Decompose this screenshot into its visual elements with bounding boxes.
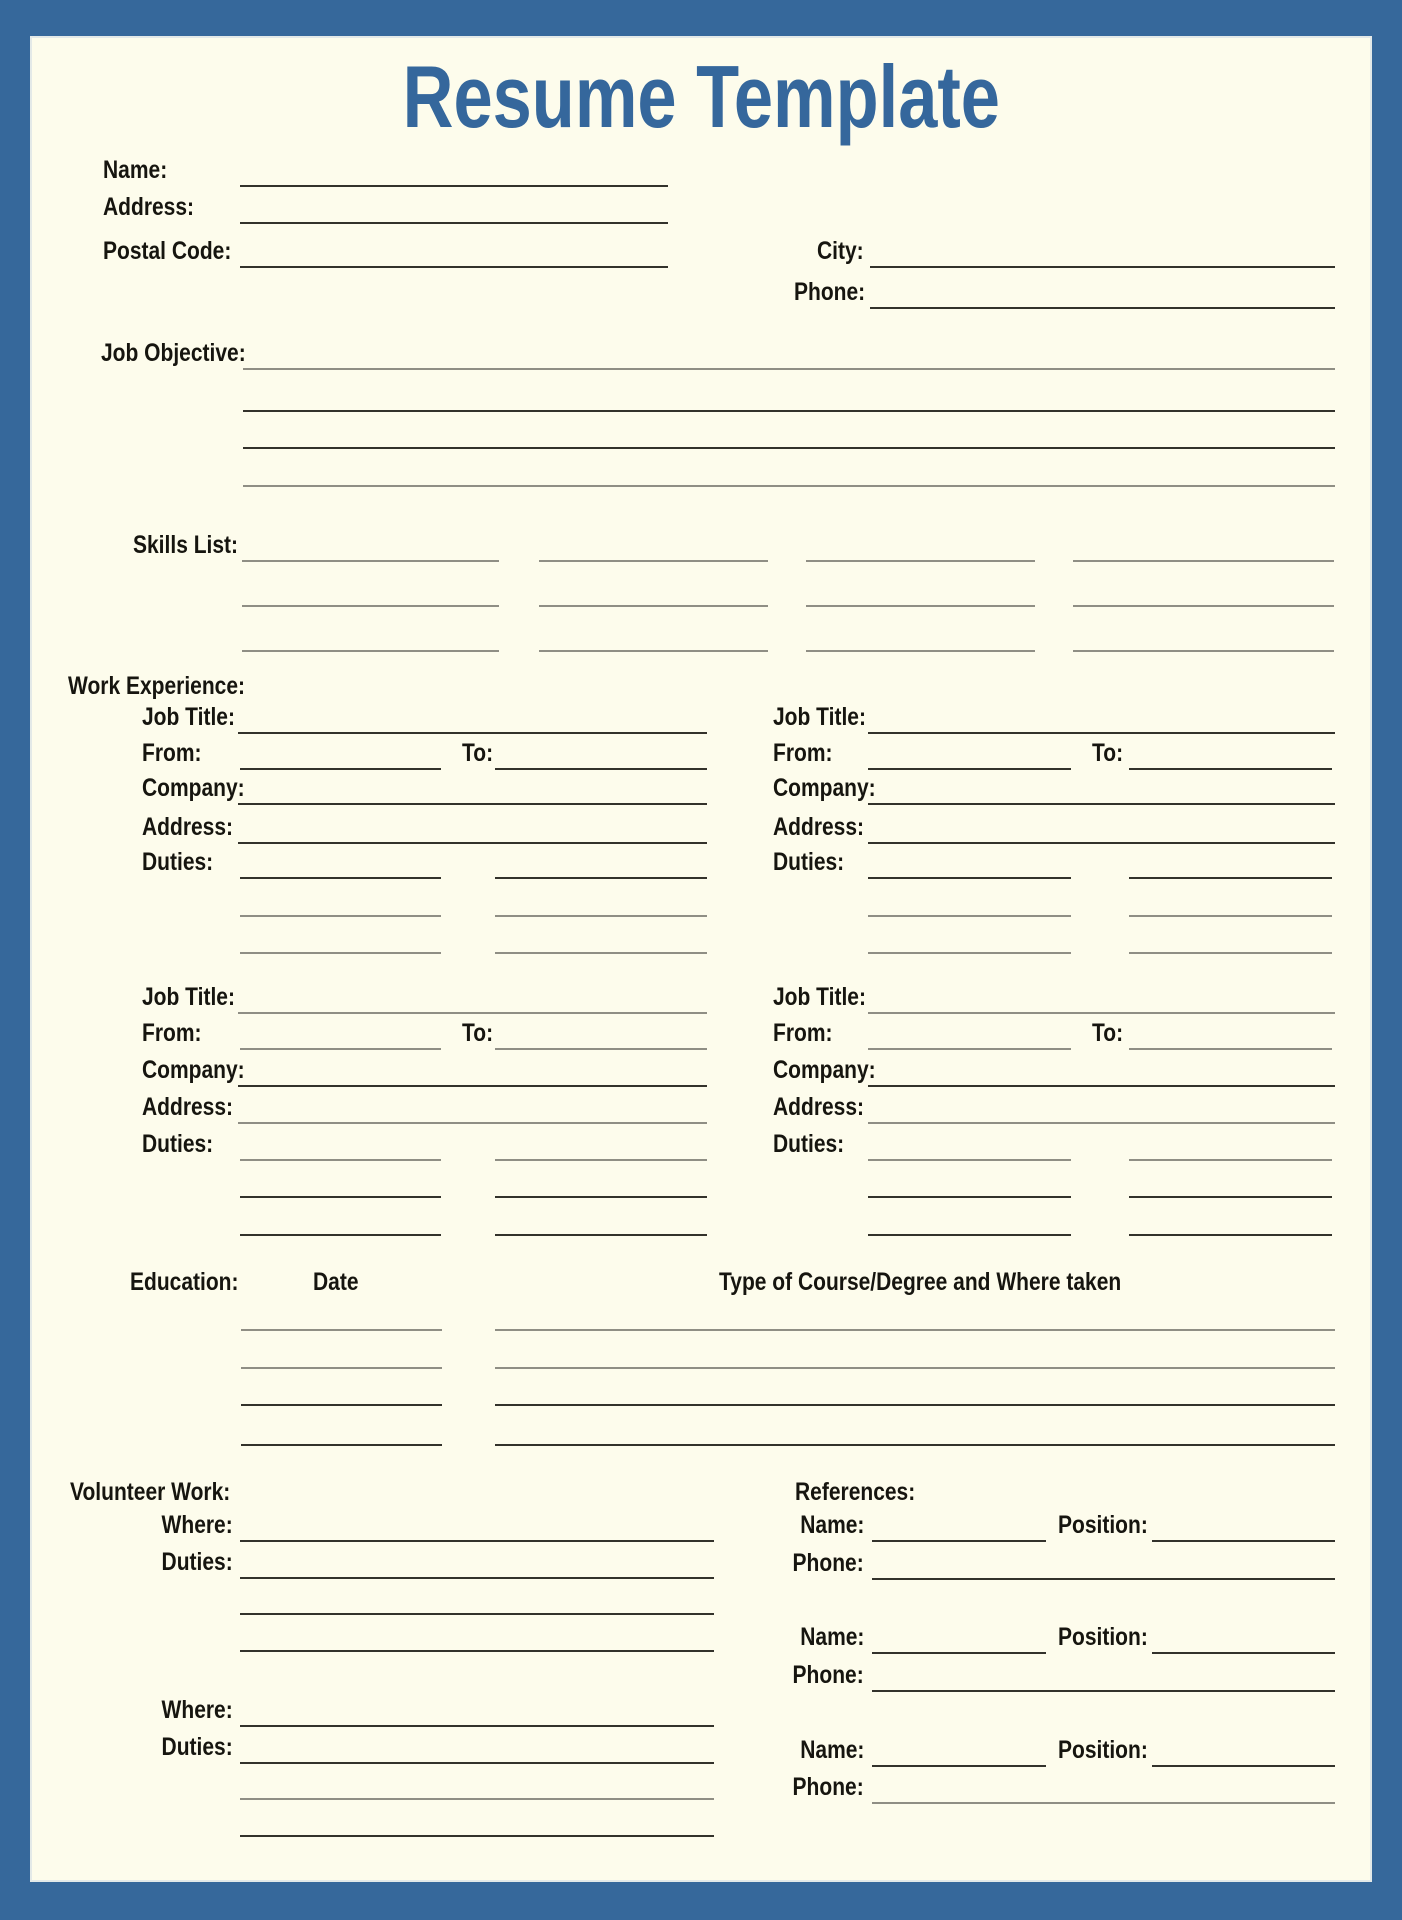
duties-label: Duties: xyxy=(142,1130,214,1158)
duties-label: Duties: xyxy=(773,848,845,876)
duties-label: Duties: xyxy=(142,848,214,876)
job-objective-line xyxy=(243,410,1335,412)
duties-line xyxy=(1129,1196,1332,1198)
reference-position-label: Position: xyxy=(1058,1736,1148,1764)
education-date-line xyxy=(241,1444,442,1446)
address-label: Address: xyxy=(142,1093,234,1121)
duties-label: Duties: xyxy=(773,1130,845,1158)
skills-line xyxy=(1073,650,1334,652)
from-line xyxy=(868,768,1071,770)
volunteer-duties-line xyxy=(240,1577,714,1579)
education-course-line xyxy=(495,1444,1335,1446)
job-title-label: Job Title: xyxy=(142,983,235,1011)
reference-phone-line xyxy=(872,1802,1335,1804)
duties-line xyxy=(240,1196,441,1198)
name-label: Name: xyxy=(103,156,168,184)
duties-line xyxy=(495,1159,707,1161)
address-line xyxy=(238,1122,707,1124)
skills-line xyxy=(806,605,1035,607)
address-label: Address: xyxy=(103,193,195,221)
reference-phone-line xyxy=(872,1578,1335,1580)
from-label: From: xyxy=(773,1019,833,1047)
resume-template-sheet xyxy=(30,36,1372,1882)
duties-line xyxy=(868,1196,1071,1198)
reference-name-line xyxy=(872,1540,1046,1542)
duties-line xyxy=(240,1234,441,1236)
from-label: From: xyxy=(142,1019,202,1047)
education-date-line xyxy=(241,1404,442,1406)
education-date-line xyxy=(241,1367,442,1369)
to-line xyxy=(1129,1048,1332,1050)
reference-position-label: Position: xyxy=(1058,1623,1148,1651)
duties-line xyxy=(868,915,1071,917)
skills-line xyxy=(806,560,1035,562)
job-objective-line xyxy=(243,485,1335,487)
volunteer-duties-line xyxy=(240,1798,714,1800)
duties-line xyxy=(495,915,707,917)
job-objective-label: Job Objective: xyxy=(101,339,246,367)
job-objective-line xyxy=(243,368,1335,370)
reference-name-label: Name: xyxy=(799,1736,864,1764)
duties-line xyxy=(1129,1234,1332,1236)
where-line xyxy=(240,1540,714,1542)
address-label: Address: xyxy=(773,813,865,841)
company-line xyxy=(238,803,707,805)
education-date-header: Date xyxy=(313,1268,359,1296)
address-label: Address: xyxy=(142,813,234,841)
skills-line xyxy=(539,560,768,562)
job-objective-line xyxy=(243,447,1335,449)
skills-line xyxy=(242,605,499,607)
address-line xyxy=(868,1122,1335,1124)
reference-position-label: Position: xyxy=(1058,1511,1148,1539)
education-course-line xyxy=(495,1367,1335,1369)
education-date-line xyxy=(241,1329,442,1331)
reference-name-label: Name: xyxy=(799,1623,864,1651)
volunteer-duties-line xyxy=(240,1835,714,1837)
from-label: From: xyxy=(773,739,833,767)
reference-position-line xyxy=(1152,1765,1335,1767)
references-label: References: xyxy=(795,1478,916,1506)
education-course-line xyxy=(495,1404,1335,1406)
to-label: To: xyxy=(462,1019,494,1047)
to-label: To: xyxy=(1092,739,1124,767)
skills-line xyxy=(1073,605,1334,607)
job-title-label: Job Title: xyxy=(773,983,866,1011)
job-title-line xyxy=(238,732,707,734)
duties-line xyxy=(1129,877,1332,879)
duties-line xyxy=(240,877,441,879)
page-title: Resume Template xyxy=(402,47,1000,146)
skills-line xyxy=(806,650,1035,652)
duties-line xyxy=(240,952,441,954)
volunteer-duties-line xyxy=(240,1762,714,1764)
to-label: To: xyxy=(1092,1019,1124,1047)
from-line xyxy=(868,1048,1071,1050)
skills-list-label: Skills List: xyxy=(133,531,239,559)
education-label: Education: xyxy=(130,1268,239,1296)
work-experience-label: Work Experience: xyxy=(68,672,246,700)
address-label: Address: xyxy=(773,1093,865,1121)
reference-phone-line xyxy=(872,1690,1335,1692)
duties-line xyxy=(1129,915,1332,917)
where-label: Where: xyxy=(161,1696,233,1724)
reference-position-line xyxy=(1152,1540,1335,1542)
company-line xyxy=(868,803,1335,805)
duties-label: Duties: xyxy=(161,1548,233,1576)
reference-phone-label: Phone: xyxy=(792,1661,864,1689)
job-title-line xyxy=(238,1012,707,1014)
skills-line xyxy=(242,650,499,652)
company-label: Company: xyxy=(142,774,245,802)
address-line xyxy=(240,222,668,224)
job-title-line xyxy=(868,1012,1335,1014)
company-label: Company: xyxy=(773,774,876,802)
reference-phone-label: Phone: xyxy=(792,1549,864,1577)
duties-line xyxy=(1129,1159,1332,1161)
city-label: City: xyxy=(817,237,864,265)
duties-line xyxy=(868,877,1071,879)
reference-name-label: Name: xyxy=(799,1511,864,1539)
city-line xyxy=(870,266,1335,268)
company-line xyxy=(238,1085,707,1087)
skills-line xyxy=(539,650,768,652)
phone-line xyxy=(870,307,1335,309)
education-course-line xyxy=(495,1329,1335,1331)
postal-code-line xyxy=(240,266,668,268)
from-line xyxy=(240,768,441,770)
volunteer-work-label: Volunteer Work: xyxy=(70,1478,231,1506)
duties-line xyxy=(1129,952,1332,954)
from-label: From: xyxy=(142,739,202,767)
name-line xyxy=(240,185,668,187)
job-title-label: Job Title: xyxy=(773,703,866,731)
to-label: To: xyxy=(462,739,494,767)
reference-name-line xyxy=(872,1765,1046,1767)
reference-name-line xyxy=(872,1652,1046,1654)
from-line xyxy=(240,1048,441,1050)
where-line xyxy=(240,1725,714,1727)
duties-label: Duties: xyxy=(161,1733,233,1761)
duties-line xyxy=(240,1159,441,1161)
company-label: Company: xyxy=(142,1056,245,1084)
to-line xyxy=(1129,768,1332,770)
to-line xyxy=(495,1048,707,1050)
job-title-label: Job Title: xyxy=(142,703,235,731)
company-label: Company: xyxy=(773,1056,876,1084)
postal-code-label: Postal Code: xyxy=(103,237,232,265)
volunteer-duties-line xyxy=(240,1613,714,1615)
skills-line xyxy=(1073,560,1334,562)
education-course-header: Type of Course/Degree and Where taken xyxy=(719,1268,1122,1296)
reference-position-line xyxy=(1152,1652,1335,1654)
reference-phone-label: Phone: xyxy=(792,1773,864,1801)
skills-line xyxy=(539,605,768,607)
company-line xyxy=(868,1085,1335,1087)
job-title-line xyxy=(868,732,1335,734)
where-label: Where: xyxy=(161,1511,233,1539)
volunteer-duties-line xyxy=(240,1650,714,1652)
duties-line xyxy=(495,1196,707,1198)
duties-line xyxy=(868,1234,1071,1236)
duties-line xyxy=(495,952,707,954)
skills-line xyxy=(242,560,499,562)
duties-line xyxy=(868,1159,1071,1161)
address-line xyxy=(868,842,1335,844)
address-line xyxy=(238,842,707,844)
duties-line xyxy=(868,952,1071,954)
to-line xyxy=(495,768,707,770)
duties-line xyxy=(495,877,707,879)
duties-line xyxy=(495,1234,707,1236)
phone-label: Phone: xyxy=(794,278,866,306)
duties-line xyxy=(240,915,441,917)
